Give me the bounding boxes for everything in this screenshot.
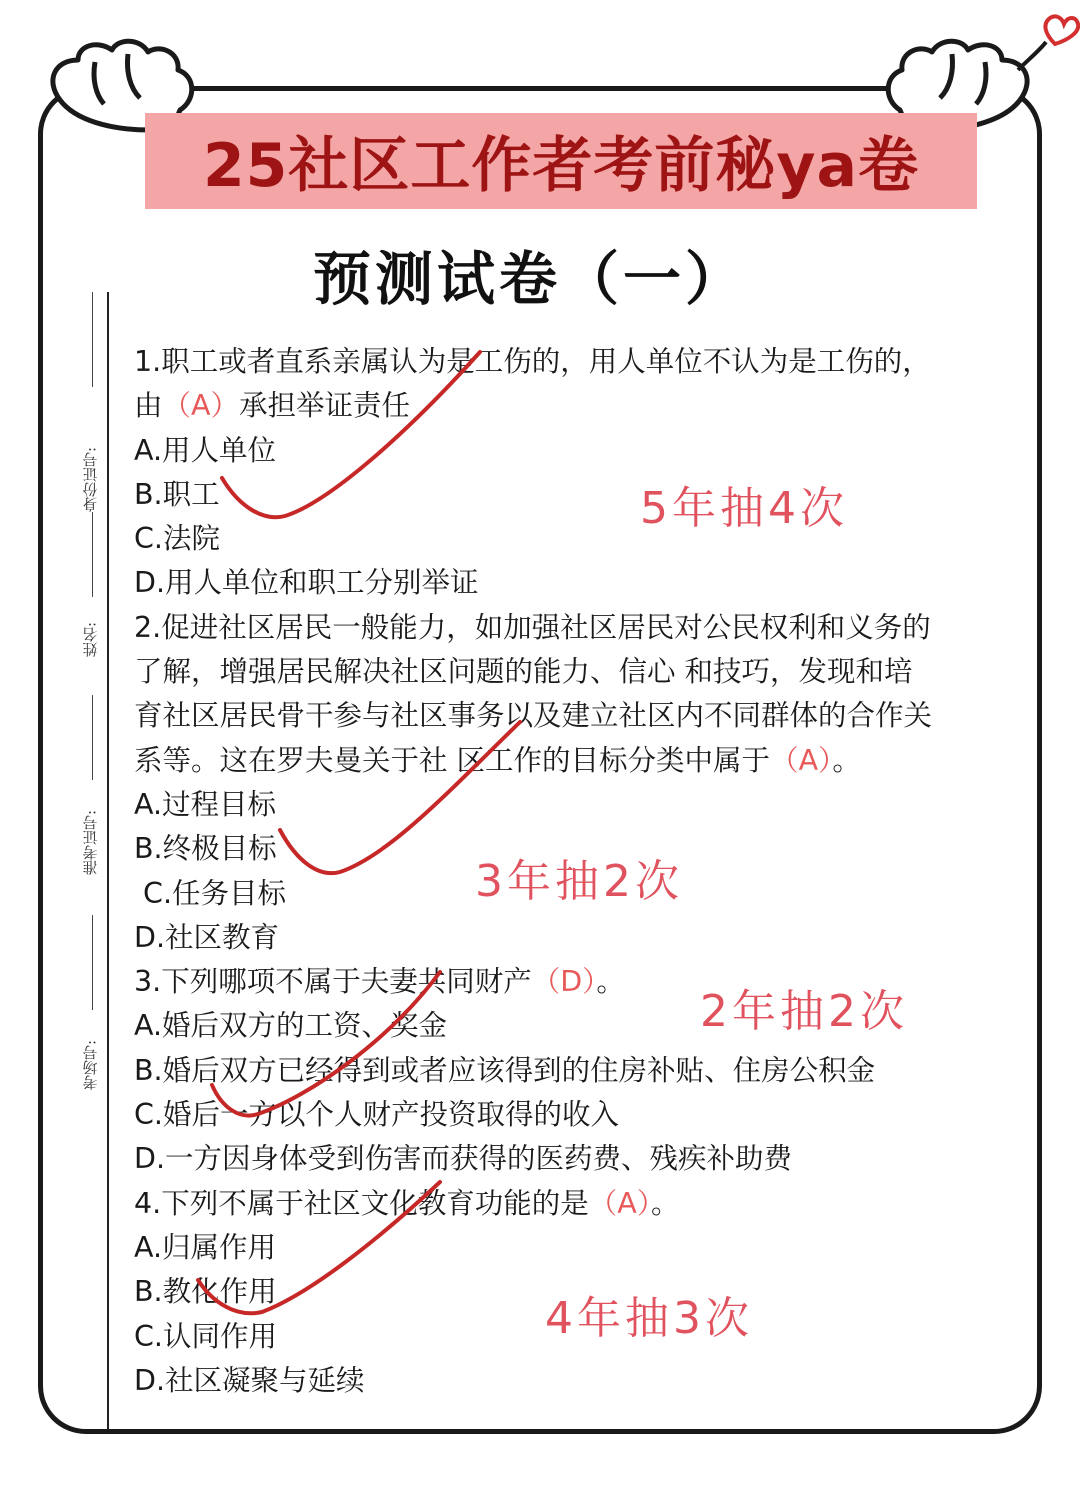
option-a: A.婚后双方的工资、奖金 [134,1009,448,1043]
frequency-note: 2年抽2次 [700,986,908,1037]
answer-mark: （A） [770,743,833,777]
id-number-field [70,292,110,522]
option-c: C.认同作用 [134,1319,277,1353]
question-stem-line: 3.下列哪项不属于夫妻共同财产（D）。 [134,965,625,999]
admission-number-label: 准考证号: [81,809,100,875]
answer-mark: （A） [588,1186,651,1220]
title-banner [145,113,977,209]
frequency-note: 4年抽3次 [545,1293,753,1344]
option-c: C.法院 [134,522,220,556]
option-c: C.婚后一方以个人财产投资取得的收入 [134,1098,619,1132]
name-label: 姓名: [81,621,100,657]
question-1 [134,340,1034,606]
frequency-note: 3年抽2次 [475,856,683,907]
question-stem-line: 2.促进社区居民一般能力，如加强社区居民对公民权利和义务的 [134,610,931,644]
question-stem-line: 由（A）承担举证责任 [134,389,411,423]
answer-mark: （D） [531,965,597,999]
option-b: B.婚后双方已经得到或者应该得到的住房补贴、住房公积金 [134,1053,876,1087]
option-c: C.任务目标 [134,876,287,910]
option-d: D.社区教育 [134,920,280,954]
option-a: A.过程目标 [134,787,277,821]
option-a: A.用人单位 [134,433,277,467]
question-stem-line: 了解，增强居民解决社区问题的能力、信心 和技巧，发现和培 [134,655,913,689]
option-d: D.社区凝聚与延续 [134,1363,365,1397]
option-a: A.归属作用 [134,1230,277,1264]
option-d: D.一方因身体受到伤害而获得的医药费、残疾补助费 [134,1142,793,1176]
frequency-note: 5年抽4次 [640,483,848,534]
question-stem-line: 育社区居民骨干参与社区事务以及建立社区内不同群体的合作关 [134,699,933,733]
heart-icon [1045,16,1078,44]
exam-subtitle: 预测试卷（一） [312,245,747,313]
question-stem-line: 4.下列不属于社区文化教育功能的是（A）。 [134,1186,680,1220]
option-d: D.用人单位和职工分别举证 [134,566,479,600]
id-number-label: 身份证号: [81,446,100,512]
exam-room-field [70,915,110,1145]
option-b: B.教化作用 [134,1275,277,1309]
page-title: 25社区工作者考前秘ya卷 [202,131,920,201]
option-b: B.职工 [134,477,220,511]
question-stem-line: 1.职工或者直系亲属认为是工伤的，用人单位不认为是工伤的， [134,345,931,378]
admission-number-field [70,695,110,925]
question-stem-line: 系等。这在罗夫曼关于社 区工作的目标分类中属于（A）。 [134,743,861,777]
option-b: B.终极目标 [134,832,277,866]
answer-mark: （A） [162,389,240,423]
exam-room-label: 考场号: [81,1039,100,1090]
